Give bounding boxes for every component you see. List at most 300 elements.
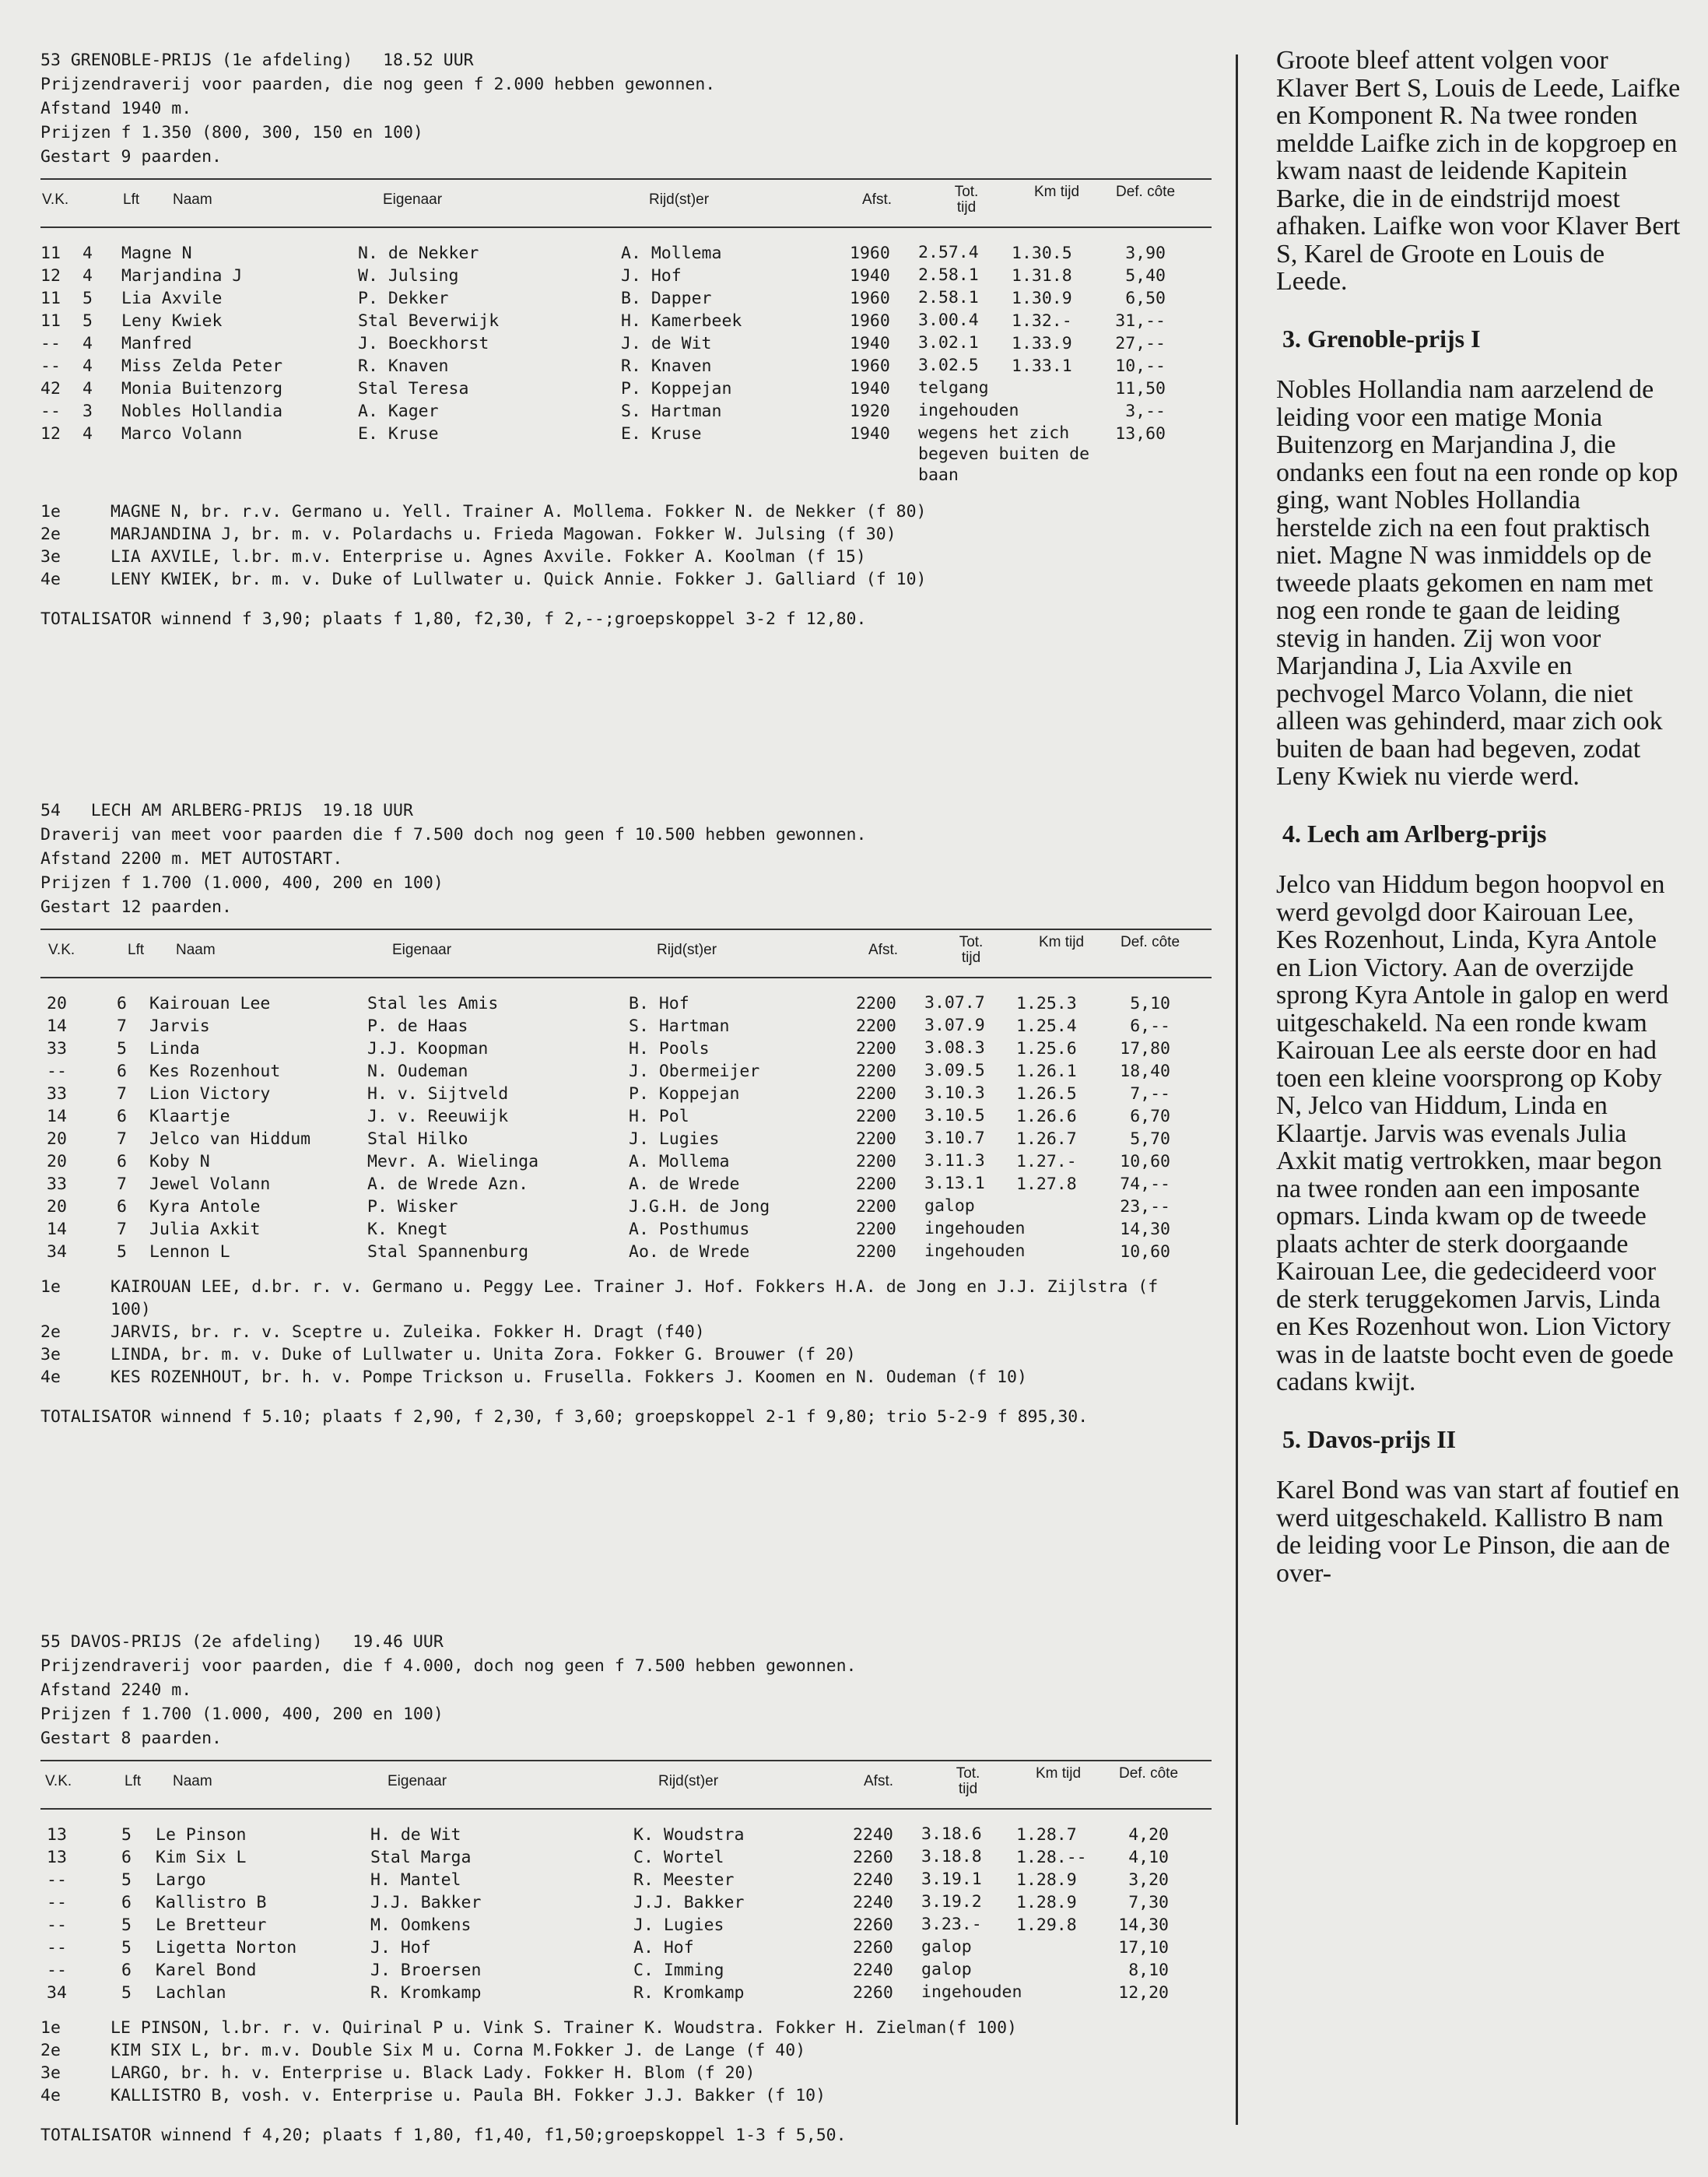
cell-rijder: C. Imming <box>633 1961 724 1980</box>
cell-def: 5,40 <box>1125 266 1166 286</box>
cell-def: 23,-- <box>1120 1197 1170 1217</box>
cell-afst: 2200 <box>856 1017 896 1036</box>
col-eigenaar: Eigenaar <box>383 191 443 208</box>
cell-tot: 3.10.7 <box>924 1129 985 1148</box>
cell-tot: 3.07.7 <box>924 993 985 1013</box>
cell-naam: Miss Zelda Peter <box>121 356 283 376</box>
cell-eigenaar: Stal Spannenburg <box>367 1242 529 1262</box>
col-vk: V.K. <box>48 942 75 958</box>
cell-eigenaar: W. Julsing <box>358 266 459 286</box>
finish-description: LENY KWIEK, br. m. v. Duke of Lullwater u. Quick Annie. Fokker J. Galliard (f 10) <box>110 570 927 589</box>
cell-eigenaar: Stal Beverwijk <box>358 311 500 331</box>
cell-lft: 6 <box>117 1107 127 1126</box>
cell-naam: Lion Victory <box>149 1084 271 1104</box>
cell-afst: 1960 <box>850 356 890 376</box>
cell-vk: -- <box>40 334 61 353</box>
cell-km: 1.28.7 <box>1016 1825 1077 1845</box>
table-row <box>40 1015 1212 1038</box>
table-row <box>40 377 1212 400</box>
totalisator: TOTALISATOR winnend f 4,20; plaats f 1,80, f1,40, f1,50;groepskoppel 1-3 f 5,50. <box>40 2126 847 2145</box>
cell-vk: 20 <box>47 1152 67 1171</box>
cell-afst: 1960 <box>850 244 890 263</box>
col-eigenaar: Eigenaar <box>388 1773 447 1789</box>
table-row <box>40 310 1212 332</box>
cell-afst: 2260 <box>853 1983 893 2003</box>
col-def: Def. côte <box>1118 1765 1179 1782</box>
cell-eigenaar: Stal les Amis <box>367 994 499 1013</box>
race-prizes: Prijzen f 1.700 (1.000, 400, 200 en 100) <box>40 873 444 893</box>
cell-def: 14,30 <box>1120 1220 1170 1239</box>
cell-km: 1.26.1 <box>1016 1062 1077 1081</box>
cell-rijder: J. Lugies <box>633 1915 724 1935</box>
cell-naam: Kim Six L <box>156 1848 247 1867</box>
cell-tot: ingehouden <box>924 1241 1026 1261</box>
cell-naam: Kallistro B <box>156 1893 267 1912</box>
race-conditions: Draverij van meet voor paarden die f 7.500 doch nog geen f 10.500 hebben gewonnen. <box>40 825 867 844</box>
cell-naam: Linda <box>149 1039 200 1059</box>
col-rijder: Rijd(st)er <box>657 942 717 958</box>
cell-afst: 2200 <box>856 994 896 1013</box>
finish-description: LINDA, br. m. v. Duke of Lullwater u. Unita Zora. Fokker G. Brouwer (f 20) <box>110 1345 856 1364</box>
cell-vk: -- <box>47 1961 67 1980</box>
cell-tot: 2.58.1 <box>918 265 979 285</box>
cell-km: 1.26.7 <box>1016 1129 1077 1149</box>
cell-rijder: R. Knaven <box>621 356 712 376</box>
cell-vk: 34 <box>47 1983 67 2003</box>
cell-def: 31,-- <box>1115 311 1166 331</box>
cell-naam: Kairouan Lee <box>149 994 271 1013</box>
cell-afst: 2200 <box>856 1039 896 1059</box>
cell-rijder: H. Kamerbeek <box>621 311 742 331</box>
table-row <box>40 992 1212 1015</box>
cell-vk: 13 <box>47 1825 67 1845</box>
cell-naam: Marjandina J <box>121 266 243 286</box>
col-vk: V.K. <box>45 1773 72 1789</box>
cell-eigenaar: A. Kager <box>358 402 439 421</box>
cell-vk: 14 <box>47 1220 67 1239</box>
cell-afst: 2260 <box>853 1915 893 1935</box>
cell-lft: 6 <box>121 1961 132 1980</box>
finish-rank: 4e <box>40 1368 61 1387</box>
cell-vk: 14 <box>47 1017 67 1036</box>
cell-lft: 4 <box>82 356 93 376</box>
cell-tot: 3.18.8 <box>921 1847 982 1866</box>
table-row <box>40 1914 1212 1936</box>
cell-eigenaar: M. Oomkens <box>370 1915 472 1935</box>
col-lft: Lft <box>125 1773 142 1789</box>
cell-vk: 33 <box>47 1084 67 1104</box>
cell-afst: 1940 <box>850 379 890 399</box>
cell-afst: 1940 <box>850 266 890 286</box>
cell-vk: 13 <box>47 1848 67 1867</box>
cell-afst: 2200 <box>856 1242 896 1262</box>
cell-def: 11,50 <box>1115 379 1166 399</box>
cell-naam: Marco Volann <box>121 424 243 444</box>
table-row <box>40 1824 1212 1846</box>
cell-naam: Koby N <box>149 1152 210 1171</box>
finish-order <box>40 500 1212 591</box>
finish-entry <box>40 2039 1212 2062</box>
cell-tot: 3.08.3 <box>924 1038 985 1058</box>
cell-km: 1.25.6 <box>1016 1039 1077 1059</box>
finish-description: LIA AXVILE, l.br. m.v. Enterprise u. Agnes Axvile. Fokker A. Koolman (f 15) <box>110 547 866 567</box>
cell-km: 1.28.9 <box>1016 1870 1077 1890</box>
cell-vk: -- <box>40 402 61 421</box>
cell-km: 1.26.5 <box>1016 1084 1077 1104</box>
finish-entry <box>40 500 1212 523</box>
col-km: Km tijd <box>1038 934 1085 950</box>
cell-def: 14,30 <box>1118 1915 1169 1935</box>
cell-rijder: Ao. de Wrede <box>629 1242 750 1262</box>
cell-km: 1.29.8 <box>1016 1915 1077 1935</box>
finish-description: KES ROZENHOUT, br. h. v. Pompe Trickson u. Frusella. Fokkers J. Koomen en N. Oudeman (f 10) <box>110 1368 1027 1387</box>
cell-naam: Lachlan <box>156 1983 226 2003</box>
cell-tot: 3.10.3 <box>924 1083 985 1103</box>
finish-description: LARGO, br. h. v. Enterprise u. Black Lady. Fokker H. Blom (f 20) <box>110 2063 756 2083</box>
cell-vk: 42 <box>40 379 61 399</box>
cell-rijder: A. Mollema <box>621 244 722 263</box>
cell-lft: 7 <box>117 1220 127 1239</box>
cell-rijder: J. de Wit <box>621 334 712 353</box>
cell-tot: 3.02.1 <box>918 333 979 353</box>
cell-naam: Jarvis <box>149 1017 210 1036</box>
col-eigenaar: Eigenaar <box>392 942 452 958</box>
cell-def: 5,10 <box>1130 994 1170 1013</box>
cell-eigenaar: N. Oudeman <box>367 1062 468 1081</box>
cell-naam: Largo <box>156 1870 206 1890</box>
cell-def: 27,-- <box>1115 334 1166 353</box>
cell-lft: 5 <box>117 1242 127 1262</box>
race-starters: Gestart 8 paarden. <box>40 1729 222 1748</box>
cell-lft: 7 <box>117 1129 127 1149</box>
section-title-davos: 5. Davos-prijs II <box>1282 1424 1457 1453</box>
section-text-lech: Jelco van Hiddum begon hoopvol en werd gevolgd door Kairouan Lee, Kes Rozenhout, Linda, Kyra Antole en Lion Victory. Aan de overzijde sprong Kyra Antole in galop en werd uitgeschakeld. Na een ronde kwam Kairouan Lee als eerste door en had toen een kleine voorsprong op Koby N, Jelco van Hiddum, Linda en Klaartje. Jarvis was evenals Julia Axkit matig vertrokken, maar begon na twee ronden aan een imposante opmars. Linda kwam op de tweede plaats achter de sterk doorgaande Kairouan Lee, die gedecideerd voor de sterk teruggekomen Jarvis, Linda en Kes Rozenhout won. Lion Victory was in de laatste bocht even de goede cadans kwijt. <box>1276 870 1674 1396</box>
race-53 <box>40 48 1212 630</box>
cell-eigenaar: H. de Wit <box>370 1825 461 1845</box>
cell-eigenaar: N. de Nekker <box>358 244 479 263</box>
cell-eigenaar: Mevr. A. Wielinga <box>367 1152 539 1171</box>
section-text-davos: Karel Bond was van start af foutief en werd uitgeschakeld. Kallistro B nam de leiding voor Le Pinson, die aan de over- <box>1276 1476 1680 1588</box>
col-vk: V.K. <box>42 191 69 208</box>
cell-lft: 7 <box>117 1017 127 1036</box>
finish-entry <box>40 2062 1212 2084</box>
cell-afst: 2200 <box>856 1152 896 1171</box>
cell-tot: wegens het zich begeven buiten de baan <box>918 423 1090 485</box>
col-lft: Lft <box>128 942 145 958</box>
cell-naam: Lia Axvile <box>121 289 223 308</box>
cell-lft: 4 <box>82 266 93 286</box>
finish-entry <box>40 546 1212 568</box>
cell-rijder: R. Meester <box>633 1870 735 1890</box>
finish-entry <box>40 568 1212 591</box>
cell-km: 1.26.6 <box>1016 1107 1077 1126</box>
table-header-rule <box>40 1808 1212 1810</box>
table-row <box>40 242 1212 265</box>
cell-def: 6,50 <box>1125 289 1166 308</box>
cell-eigenaar: P. Wisker <box>367 1197 458 1217</box>
cell-lft: 5 <box>121 1938 132 1958</box>
cell-def: 17,80 <box>1120 1039 1170 1059</box>
cell-def: 4,10 <box>1128 1848 1169 1867</box>
column-headers <box>40 930 1212 977</box>
finish-rank: 4e <box>40 2086 61 2105</box>
table-header-rule <box>40 226 1212 228</box>
finish-rank: 4e <box>40 570 61 589</box>
cell-eigenaar: R. Kromkamp <box>370 1983 482 2003</box>
col-naam: Naam <box>173 191 212 208</box>
cell-lft: 3 <box>82 402 93 421</box>
cell-def: 7,-- <box>1130 1084 1170 1104</box>
cell-tot: ingehouden <box>918 401 1019 420</box>
race-55 <box>40 1630 1212 2147</box>
cell-lft: 7 <box>117 1084 127 1104</box>
finish-entry <box>40 1321 1212 1343</box>
cell-vk: 14 <box>47 1107 67 1126</box>
cell-def: 17,10 <box>1118 1938 1169 1958</box>
cell-eigenaar: J. Boeckhorst <box>358 334 489 353</box>
cell-km: 1.28.9 <box>1016 1893 1077 1912</box>
finish-entry <box>40 1343 1212 1366</box>
table-row <box>40 1959 1212 1982</box>
cell-lft: 6 <box>121 1848 132 1867</box>
cell-tot: 3.02.5 <box>918 356 979 375</box>
cell-vk: 33 <box>47 1039 67 1059</box>
cell-eigenaar: J. v. Reeuwijk <box>367 1107 509 1126</box>
cell-tot: 2.58.1 <box>918 288 979 307</box>
cell-naam: Klaartje <box>149 1107 230 1126</box>
cell-afst: 2200 <box>856 1062 896 1081</box>
cell-lft: 5 <box>82 311 93 331</box>
cell-lft: 5 <box>121 1870 132 1890</box>
cell-tot: 3.13.1 <box>924 1174 985 1193</box>
col-tot: Tot. tijd <box>956 1765 980 1797</box>
cell-eigenaar: R. Knaven <box>358 356 449 376</box>
finish-rank: 3e <box>40 547 61 567</box>
cell-rijder: A. Hof <box>633 1938 694 1958</box>
cell-afst: 1920 <box>850 402 890 421</box>
table-row <box>40 1218 1212 1241</box>
cell-lft: 5 <box>117 1039 127 1059</box>
cell-km: 1.25.4 <box>1016 1017 1077 1036</box>
race-starters: Gestart 12 paarden. <box>40 897 232 917</box>
table-row <box>40 1936 1212 1959</box>
cell-lft: 7 <box>117 1175 127 1194</box>
finish-rank: 2e <box>40 1322 61 1342</box>
col-afst: Afst. <box>868 942 899 958</box>
col-tot: Tot. tijd <box>959 934 984 966</box>
cell-vk: -- <box>47 1893 67 1912</box>
table-row <box>40 355 1212 377</box>
cell-rijder: H. Pol <box>629 1107 689 1126</box>
cell-rijder: A. de Wrede <box>629 1175 740 1194</box>
table-row <box>40 1038 1212 1060</box>
cell-rijder: R. Kromkamp <box>633 1983 745 2003</box>
race-distance: Afstand 2200 m. MET AUTOSTART. <box>40 849 343 869</box>
cell-lft: 5 <box>121 1915 132 1935</box>
cell-rijder: P. Koppejan <box>621 379 732 399</box>
cell-naam: Karel Bond <box>156 1961 257 1980</box>
col-km: Km tijd <box>1035 1765 1082 1782</box>
cell-lft: 5 <box>121 1825 132 1845</box>
cell-lft: 6 <box>117 1197 127 1217</box>
cell-naam: Kyra Antole <box>149 1197 261 1217</box>
cell-vk: -- <box>47 1870 67 1890</box>
cell-def: 13,60 <box>1115 424 1166 444</box>
cell-km: 1.27.- <box>1016 1152 1077 1171</box>
cell-rijder: B. Hof <box>629 994 689 1013</box>
cell-km: 1.30.9 <box>1012 289 1072 308</box>
table-row <box>40 1060 1212 1083</box>
cell-tot: 3.18.6 <box>921 1824 982 1844</box>
cell-naam: Jelco van Hiddum <box>149 1129 311 1149</box>
race-header <box>40 799 1212 919</box>
cell-afst: 2200 <box>856 1175 896 1194</box>
cell-rijder: J.J. Bakker <box>633 1893 745 1912</box>
cell-rijder: S. Hartman <box>629 1017 730 1036</box>
cell-vk: -- <box>47 1062 67 1081</box>
cell-def: 18,40 <box>1120 1062 1170 1081</box>
results-table <box>40 242 1212 488</box>
cell-vk: 12 <box>40 266 61 286</box>
cell-def: 3,90 <box>1125 244 1166 263</box>
report-column <box>1276 47 1681 1587</box>
finish-entry <box>40 1366 1212 1389</box>
cell-vk: 11 <box>40 311 61 331</box>
cell-naam: Monia Buitenzorg <box>121 379 283 399</box>
race-conditions: Prijzendraverij voor paarden, die nog geen f 2.000 hebben gewonnen. <box>40 75 716 94</box>
race-title: 55 DAVOS-PRIJS (2e afdeling) 19.46 UUR <box>40 1632 444 1652</box>
race-header <box>40 48 1212 169</box>
cell-naam: Ligetta Norton <box>156 1938 297 1958</box>
cell-afst: 2200 <box>856 1107 896 1126</box>
cell-vk: 20 <box>47 1129 67 1149</box>
cell-naam: Leny Kwiek <box>121 311 223 331</box>
cell-vk: 33 <box>47 1175 67 1194</box>
col-rijder: Rijd(st)er <box>649 191 710 208</box>
cell-vk: -- <box>47 1915 67 1935</box>
cell-tot: ingehouden <box>921 1982 1022 2002</box>
cell-lft: 5 <box>121 1983 132 2003</box>
cell-tot: galop <box>924 1196 975 1216</box>
finish-entry <box>40 2084 1212 2107</box>
cell-rijder: E. Kruse <box>621 424 702 444</box>
cell-vk: 12 <box>40 424 61 444</box>
cell-eigenaar: P. Dekker <box>358 289 449 308</box>
cell-vk: 20 <box>47 1197 67 1217</box>
totalisator: TOTALISATOR winnend f 5.10; plaats f 2,90, f 2,30, f 3,60; groepskoppel 2-1 f 9,80; trio 5-2-9 f 895,30. <box>40 1407 1089 1427</box>
race-distance: Afstand 2240 m. <box>40 1680 192 1700</box>
cell-rijder: J. Lugies <box>629 1129 720 1149</box>
finish-order <box>40 1276 1212 1389</box>
cell-rijder: S. Hartman <box>621 402 722 421</box>
cell-lft: 6 <box>117 1152 127 1171</box>
cell-km: 1.27.8 <box>1016 1175 1077 1194</box>
cell-vk: -- <box>40 356 61 376</box>
cell-afst: 2240 <box>853 1825 893 1845</box>
cell-def: 5,70 <box>1130 1129 1170 1149</box>
column-headers <box>40 1761 1212 1808</box>
cell-naam: Jewel Volann <box>149 1175 271 1194</box>
cell-tot: galop <box>921 1960 972 1979</box>
cell-rijder: A. Posthumus <box>629 1220 750 1239</box>
cell-rijder: C. Wortel <box>633 1848 724 1867</box>
race-54 <box>40 799 1212 1428</box>
section-title-grenoble: 3. Grenoble-prijs I <box>1282 324 1481 353</box>
table-row <box>40 1846 1212 1869</box>
cell-vk: -- <box>47 1938 67 1958</box>
cell-eigenaar: Stal Teresa <box>358 379 469 399</box>
race-starters: Gestart 9 paarden. <box>40 147 222 167</box>
table-row <box>40 1891 1212 1914</box>
table-row <box>40 265 1212 287</box>
cell-vk: 11 <box>40 289 61 308</box>
cell-rijder: J.G.H. de Jong <box>629 1197 770 1217</box>
cell-rijder: H. Pools <box>629 1039 710 1059</box>
cell-def: 6,-- <box>1130 1017 1170 1036</box>
cell-rijder: J. Obermeijer <box>629 1062 760 1081</box>
finish-rank: 3e <box>40 2063 61 2083</box>
cell-rijder: J. Hof <box>621 266 682 286</box>
intro-paragraph: Groote bleef attent volgen voor Klaver Bert S, Louis de Leede, Laifke en Komponent R. Na twee ronden meldde Laifke zich in de kopgroep en kwam naast de leidende Kapitein Barke, die in de eindstrijd moest afhaken. Laifke won voor Klaver Bert S, Karel de Groote en Louis de Leede. <box>1276 46 1681 296</box>
totalisator: TOTALISATOR winnend f 3,90; plaats f 1,80, f2,30, f 2,--;groepskoppel 3-2 f 12,80. <box>40 609 867 629</box>
table-row <box>40 423 1212 488</box>
table-row <box>40 400 1212 423</box>
cell-eigenaar: J.J. Koopman <box>367 1039 489 1059</box>
race-distance: Afstand 1940 m. <box>40 99 192 118</box>
cell-km: 1.32.- <box>1012 311 1072 331</box>
cell-rijder: B. Dapper <box>621 289 712 308</box>
cell-def: 4,20 <box>1128 1825 1169 1845</box>
cell-afst: 2240 <box>853 1961 893 1980</box>
cell-afst: 2200 <box>856 1084 896 1104</box>
cell-tot: galop <box>921 1937 972 1957</box>
cell-vk: 11 <box>40 244 61 263</box>
cell-km: 1.30.5 <box>1012 244 1072 263</box>
col-naam: Naam <box>173 1773 212 1789</box>
column-divider <box>1236 54 1238 2125</box>
cell-km: 1.28.-- <box>1016 1848 1087 1867</box>
cell-vk: 20 <box>47 994 67 1013</box>
cell-afst: 2240 <box>853 1870 893 1890</box>
cell-naam: Le Pinson <box>156 1825 247 1845</box>
finish-description: MAGNE N, br. r.v. Germano u. Yell. Trainer A. Mollema. Fokker N. de Nekker (f 80) <box>110 502 927 521</box>
col-naam: Naam <box>176 942 216 958</box>
cell-eigenaar: E. Kruse <box>358 424 439 444</box>
cell-tot: 3.19.2 <box>921 1892 982 1912</box>
table-row <box>40 287 1212 310</box>
finish-rank: 2e <box>40 2041 61 2060</box>
finish-description: KALLISTRO B, vosh. v. Enterprise u. Paula BH. Fokker J.J. Bakker (f 10) <box>110 2086 826 2105</box>
cell-afst: 2260 <box>853 1938 893 1958</box>
cell-def: 8,10 <box>1128 1961 1169 1980</box>
cell-afst: 2200 <box>856 1220 896 1239</box>
table-header-rule <box>40 977 1212 978</box>
finish-rank: 2e <box>40 525 61 544</box>
cell-afst: 1940 <box>850 334 890 353</box>
col-rijder: Rijd(st)er <box>658 1773 719 1789</box>
cell-tot: 2.57.4 <box>918 243 979 262</box>
finish-description: KAIROUAN LEE, d.br. r. v. Germano u. Peggy Lee. Trainer J. Hof. Fokkers H.A. de Jong en J.J. Zijlstra (f 100) <box>110 1277 1159 1319</box>
table-row <box>40 1083 1212 1105</box>
cell-afst: 1940 <box>850 424 890 444</box>
race-conditions: Prijzendraverij voor paarden, die f 4.000, doch nog geen f 7.500 hebben gewonnen. <box>40 1656 857 1676</box>
cell-def: 74,-- <box>1120 1175 1170 1194</box>
cell-naam: Lennon L <box>149 1242 230 1262</box>
cell-tot: 3.19.1 <box>921 1870 982 1889</box>
table-row <box>40 1105 1212 1128</box>
section-text-grenoble: Nobles Hollandia nam aarzelend de leiding voor een matige Monia Buitenzorg en Marjandina J, die ondanks een fout na een ronde op kop ging, want Nobles Hollandia herstelde zich na een fout praktisch niet. Magne N was inmiddels op de tweede plaats gekomen en nam met nog een ronde te gaan de leiding stevig in handen. Zij won voor Marjandina J, Lia Axvile en pechvogel Marco Volann, die niet alleen was gehinderd, maar zich ook buiten de baan had begeven, zodat Leny Kwiek nu vierde werd. <box>1276 375 1678 791</box>
col-def: Def. côte <box>1120 934 1180 950</box>
